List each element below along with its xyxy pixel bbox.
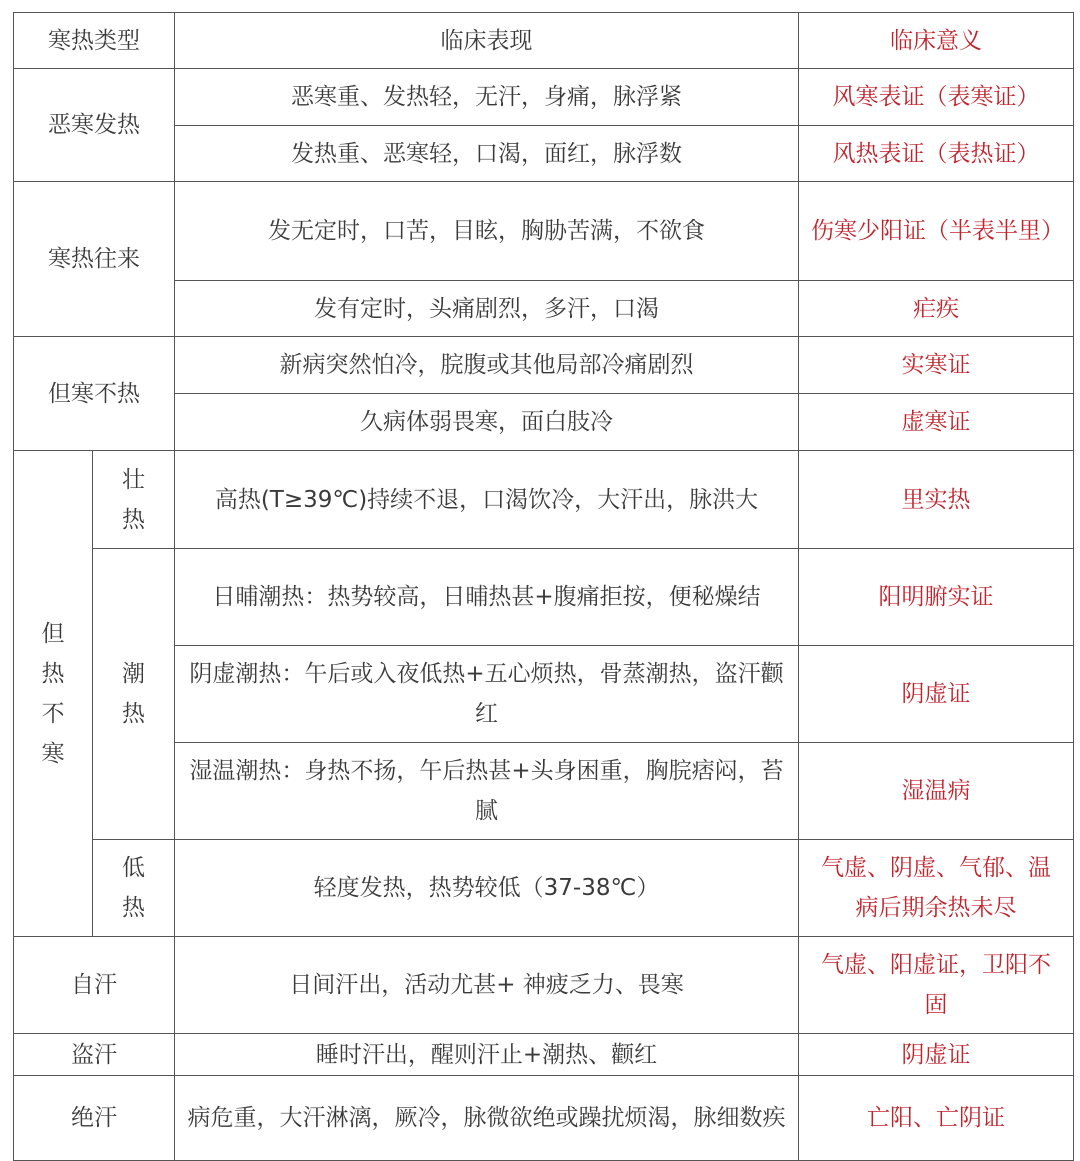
table-row (14, 549, 1074, 646)
meaning-cell: 亡阳、亡阴证 (799, 1076, 1074, 1161)
subgroup-zhuangre (93, 451, 175, 549)
clinical-cell: 高热(T≥39℃)持续不退，口渴饮冷，大汗出，脉洪大 (175, 451, 799, 549)
subgroup-zhuangre-label: 壮热 (121, 466, 145, 533)
header-meaning: 临床意义 (799, 13, 1074, 69)
table-row (14, 840, 1074, 937)
clinical-cell: 轻度发热，热势较低（37-38℃） (175, 840, 799, 937)
meaning-cell: 阴虚证 (799, 1034, 1074, 1076)
meaning-cell: 伤寒少阳证（半表半里） (799, 182, 1074, 281)
table-row (14, 1076, 1074, 1161)
group-danre-buhan (14, 451, 93, 937)
table-row (14, 337, 1074, 394)
meaning-cell: 里实热 (799, 451, 1074, 549)
clinical-cell: 阴虚潮热：午后或入夜低热+五心烦热，骨蒸潮热，盗汗颧红 (175, 646, 799, 743)
cold-heat-table (13, 12, 1074, 1161)
table-row (14, 937, 1074, 1034)
meaning-cell: 风热表证（表热证） (799, 126, 1074, 182)
group-hanre-wanglai: 寒热往来 (14, 182, 175, 337)
header-row (14, 13, 1074, 69)
clinical-cell: 发无定时，口苦，目眩，胸胁苦满，不欲食 (175, 182, 799, 281)
header-type: 寒热类型 (14, 13, 175, 69)
meaning-cell: 疟疾 (799, 281, 1074, 337)
clinical-cell: 发有定时，头痛剧烈，多汗，口渴 (175, 281, 799, 337)
header-clinical: 临床表现 (175, 13, 799, 69)
meaning-cell: 气虚、阴虚、气郁、温病后期余热未尽 (799, 840, 1074, 937)
group-juehan: 绝汗 (14, 1076, 175, 1161)
meaning-cell: 虚寒证 (799, 394, 1074, 451)
meaning-cell: 湿温病 (799, 743, 1074, 840)
clinical-cell: 日晡潮热：热势较高，日晡热甚+腹痛拒按，便秘燥结 (175, 549, 799, 646)
group-wuhan-fare: 恶寒发热 (14, 69, 175, 182)
subgroup-chaore-label: 潮热 (121, 661, 145, 727)
clinical-cell: 日间汗出，活动尤甚+ 神疲乏力、畏寒 (175, 937, 799, 1034)
table-row (14, 69, 1074, 126)
table-row (14, 182, 1074, 281)
subgroup-dire-label: 低热 (121, 855, 145, 921)
clinical-cell: 久病体弱畏寒，面白肢冷 (175, 394, 799, 451)
group-danre-buhan-label: 但热不寒 (41, 620, 65, 767)
group-danhan-bure: 但寒不热 (14, 337, 175, 451)
clinical-cell: 发热重、恶寒轻，口渴，面红，脉浮数 (175, 126, 799, 182)
meaning-cell: 阳明腑实证 (799, 549, 1074, 646)
clinical-cell: 睡时汗出，醒则汗止+潮热、颧红 (175, 1034, 799, 1076)
group-zihan: 自汗 (14, 937, 175, 1034)
clinical-cell: 恶寒重、发热轻，无汗，身痛，脉浮紧 (175, 69, 799, 126)
meaning-cell: 实寒证 (799, 337, 1074, 394)
meaning-cell: 阴虚证 (799, 646, 1074, 743)
group-daohan: 盗汗 (14, 1034, 175, 1076)
clinical-cell: 新病突然怕冷，脘腹或其他局部冷痛剧烈 (175, 337, 799, 394)
table-row (14, 451, 1074, 549)
subgroup-dire (93, 840, 175, 937)
table-row (14, 1034, 1074, 1076)
clinical-cell: 湿温潮热：身热不扬，午后热甚+头身困重，胸脘痞闷，苔腻 (175, 743, 799, 840)
meaning-cell: 气虚、阳虚证，卫阳不固 (799, 937, 1074, 1034)
meaning-cell: 风寒表证（表寒证） (799, 69, 1074, 126)
subgroup-chaore (93, 549, 175, 840)
clinical-cell: 病危重，大汗淋漓，厥冷，脉微欲绝或躁扰烦渴，脉细数疾 (175, 1076, 799, 1161)
